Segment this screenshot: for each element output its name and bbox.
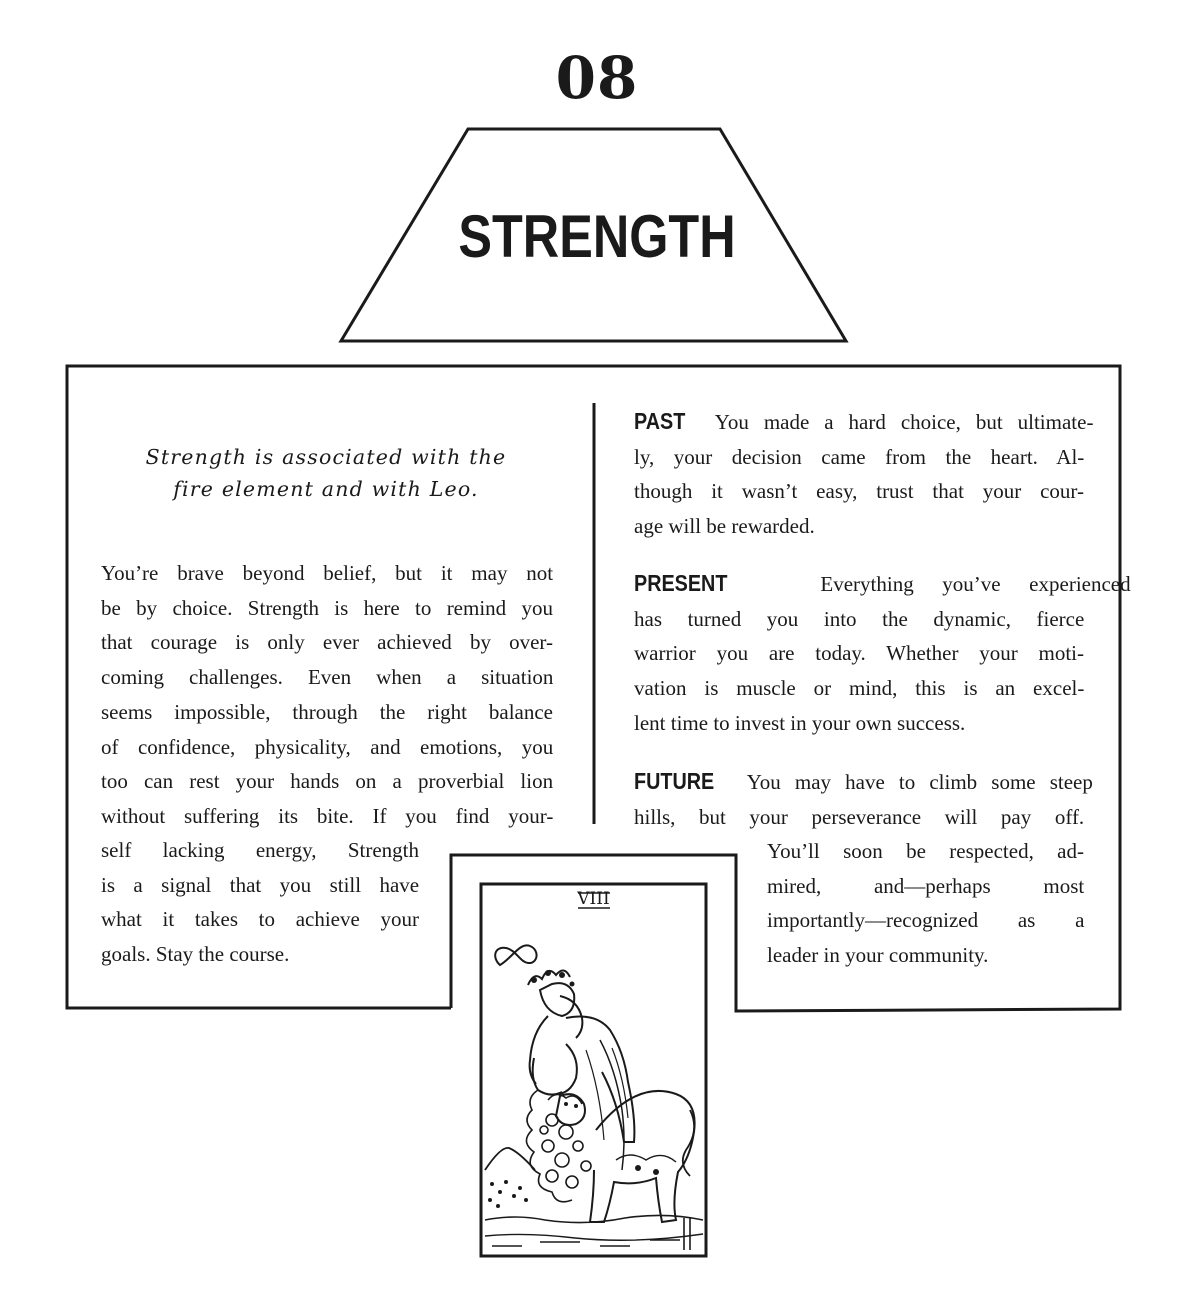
body-line: of confidence, physicality, and emotions, you: [101, 734, 554, 759]
past-line: ly, your decision came from the heart. Al-: [634, 444, 1085, 469]
future-section: [634, 764, 1093, 834]
past-label: PAST: [634, 408, 686, 434]
present-line: lent time to invest in your own success.: [634, 710, 966, 735]
future-label: FUTURE: [634, 768, 715, 794]
body-line: coming challenges. Even when a situation: [101, 665, 554, 690]
body-line: self lacking energy, Strength: [101, 838, 419, 862]
present-section: [634, 566, 1131, 741]
past-line: You made a hard choice, but ultimate-: [714, 410, 1094, 434]
present-line: Everything you’ve experienced: [820, 572, 1131, 596]
body-line: is a signal that you still have: [101, 872, 420, 897]
present-line: warrior you are today. Whether your moti-: [634, 641, 1084, 666]
intro-line: Strength is associated with the: [145, 445, 507, 469]
present-line: has turned you into the dynamic, fierce: [634, 606, 1085, 631]
body-line: without suffering its bite. If you find your-: [101, 803, 554, 828]
future-line: mired, and—perhaps most: [767, 873, 1085, 898]
body-line: goals. Stay the course.: [101, 942, 290, 967]
card-number: 08: [555, 44, 639, 112]
tarot-card-illustration: [481, 884, 706, 1256]
intro-line: fire element and with Leo.: [173, 477, 479, 501]
future-line: importantly—recognized as a: [767, 908, 1085, 933]
present-label: PRESENT: [634, 570, 728, 596]
future-section-continued: [767, 834, 1084, 973]
future-line: You’ll soon be respected, ad-: [767, 839, 1084, 863]
body-line: You’re brave beyond belief, but it may not: [101, 561, 554, 585]
card-title: STRENGTH: [458, 203, 736, 270]
future-line: leader in your community.: [767, 943, 989, 968]
past-line: age will be rewarded.: [634, 514, 815, 539]
body-line: too can rest your hands on a proverbial lion: [101, 769, 554, 794]
body-line: what it takes to achieve your: [101, 907, 419, 932]
general-meaning-paragraph-continued: [101, 833, 419, 972]
past-section: [634, 404, 1094, 544]
intro-statement: [100, 441, 552, 505]
past-line: though it wasn’t easy, trust that your cour-: [634, 479, 1084, 504]
body-line: be by choice. Strength is here to remind you: [101, 595, 553, 620]
general-meaning-paragraph: [101, 556, 553, 834]
present-line: vation is muscle or mind, this is an excel-: [634, 676, 1085, 701]
future-line: hills, but your perseverance will pay off.: [634, 804, 1085, 829]
body-line: seems impossible, through the right balance: [101, 699, 553, 724]
tarot-card-numeral: VIII: [577, 889, 610, 909]
future-line: You may have to climb some steep: [746, 770, 1093, 794]
body-line: that courage is only ever achieved by over-: [101, 630, 553, 655]
